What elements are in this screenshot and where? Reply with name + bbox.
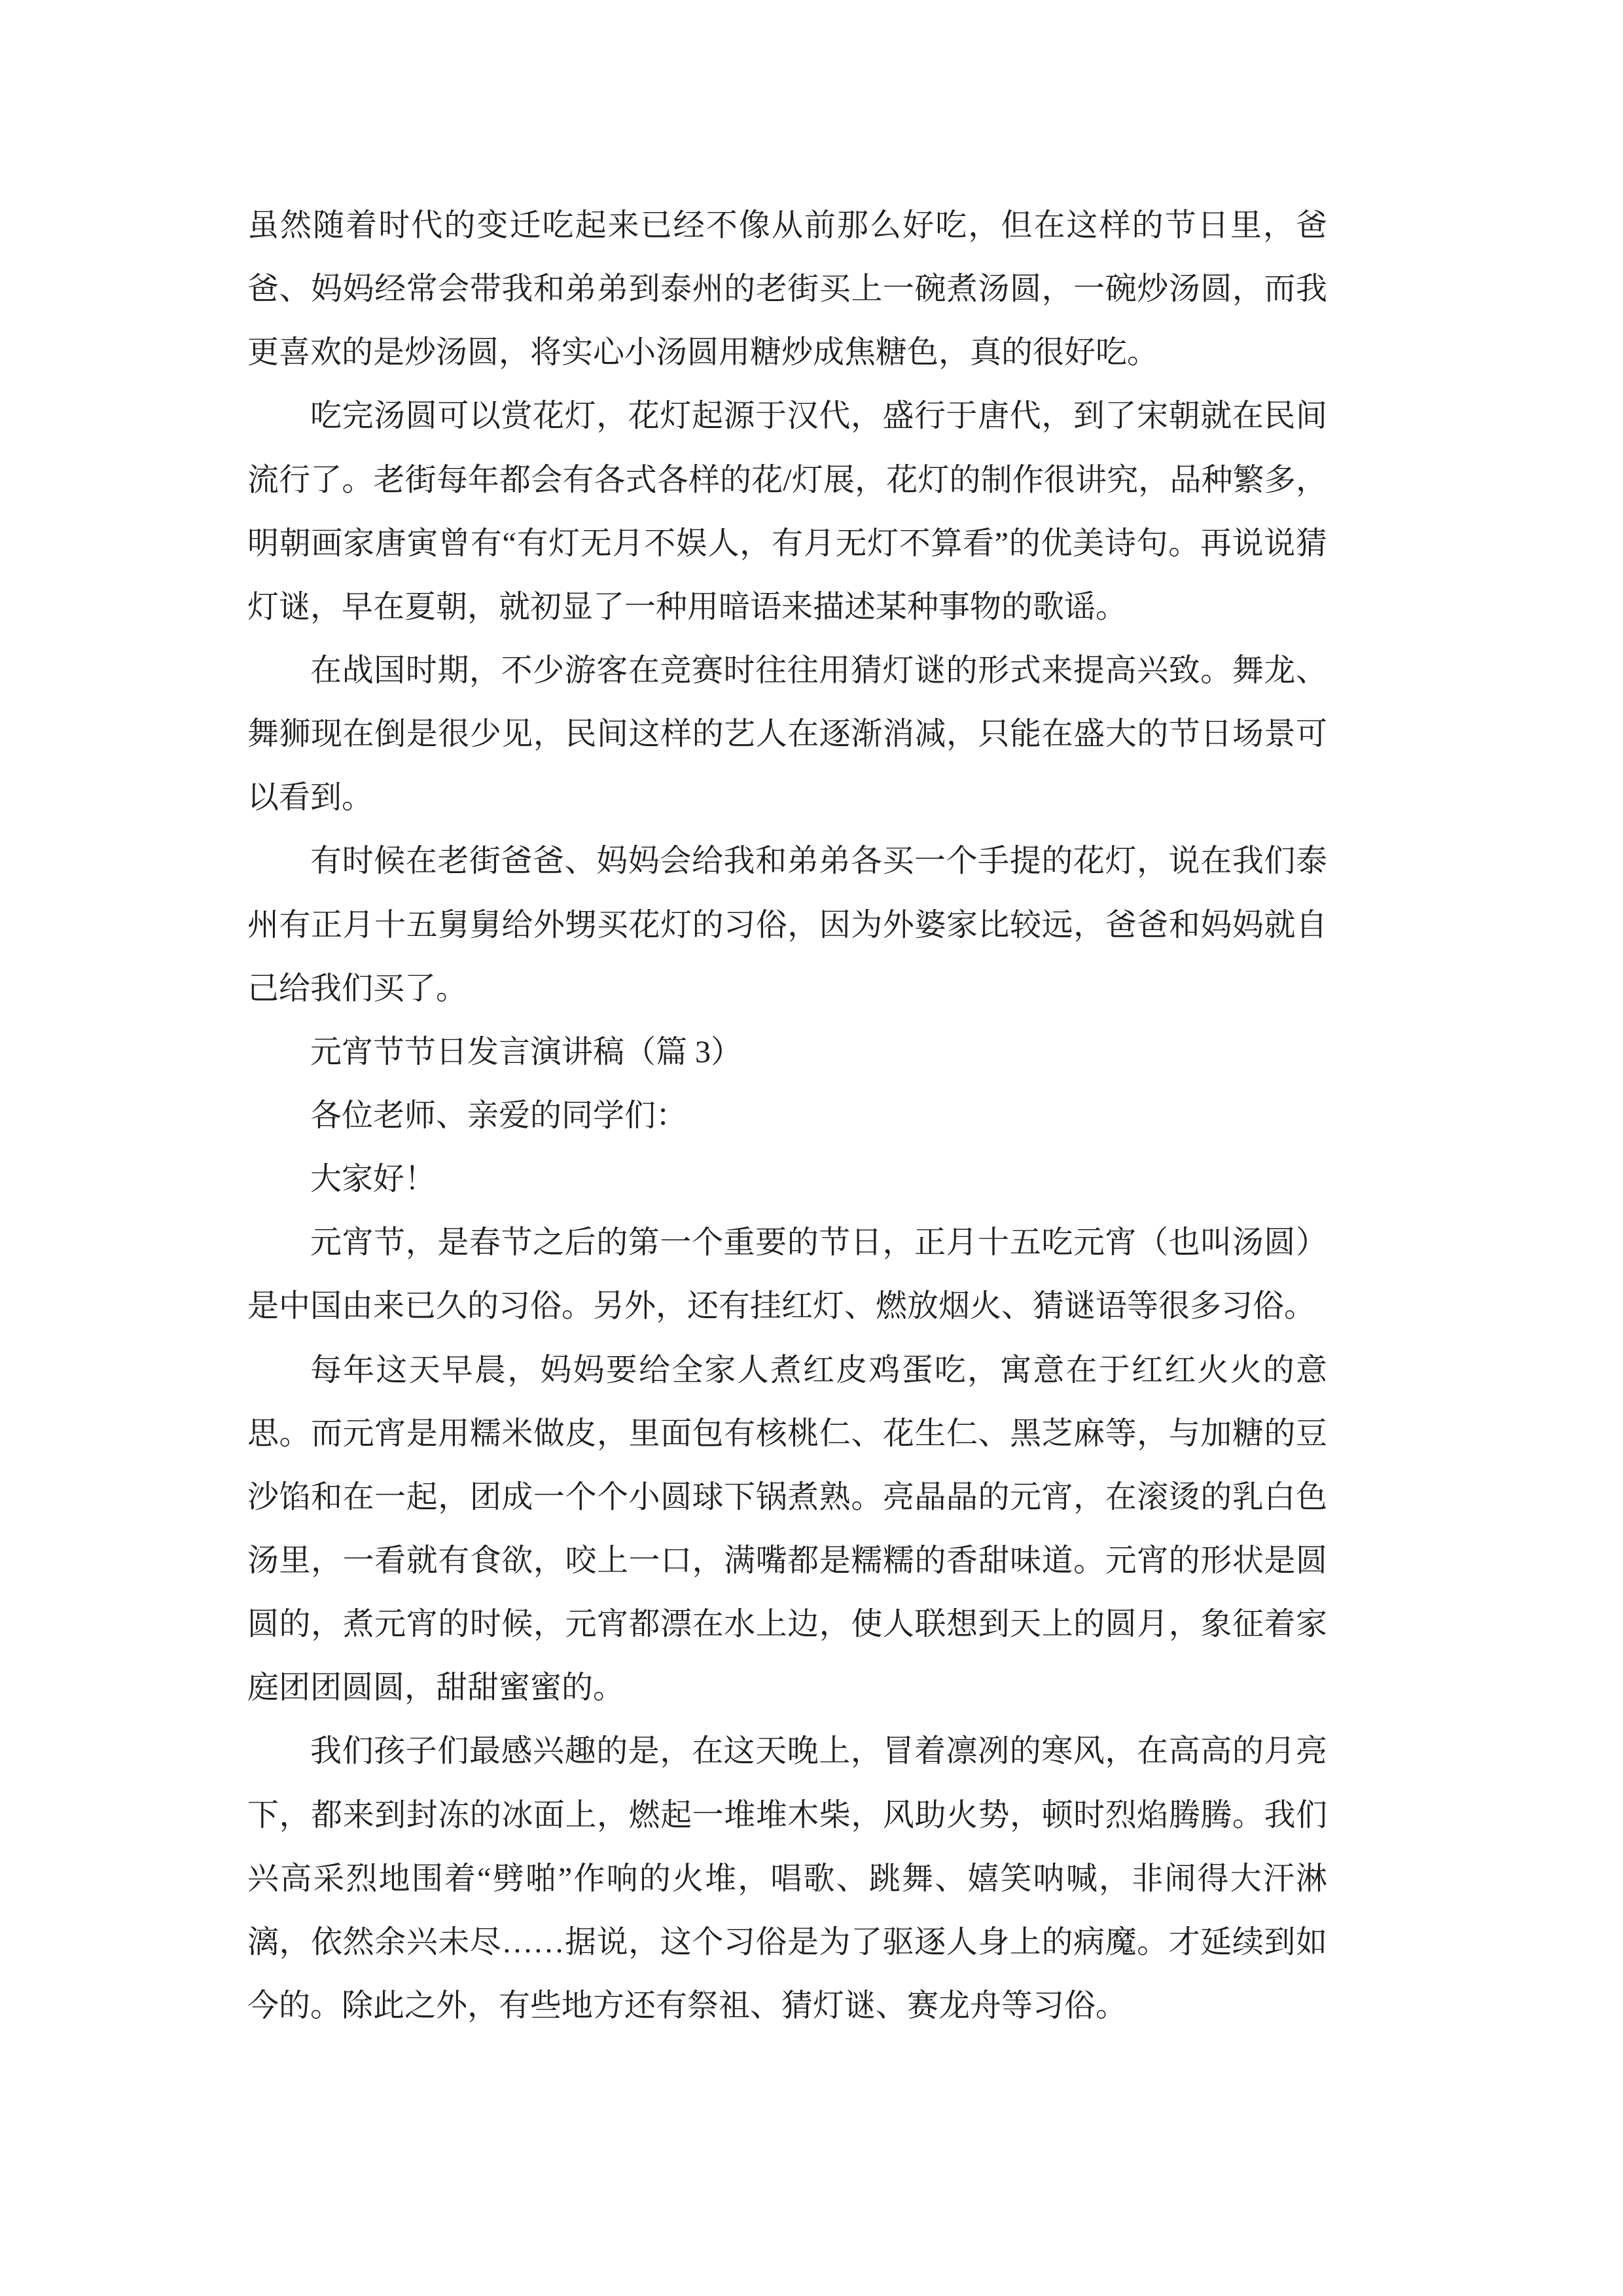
paragraph-continued-tangyuan: 虽然随着时代的变迁吃起来已经不像从前那么好吃，但在这样的节日里，爸爸、妈妈经常会带我和弟弟到泰州的老街买上一碗煮汤圆，一碗炒汤圆，而我更喜欢的是炒汤圆，将实心小汤圆用糖炒成焦糖色，真的很好吃。 xyxy=(247,208,1327,370)
paragraph-morning-customs: 每年这天早晨，妈妈要给全家人煮红皮鸡蛋吃，寓意在于红红火火的意思。而元宵是用糯米做皮，里面包有核桃仁、花生仁、黑芝麻等，与加糖的豆沙馅和在一起，团成一个个小圆球下锅煮熟。亮晶晶的元宵，在滚烫的乳白色汤里，一看就有食欲，咬上一口，满嘴都是糯糯的香甜味道。元宵的形状是圆圆的，煮元宵的时候，元宵都漂在水上边，使人联想到天上的圆月，象征着家庭团团圆圆，甜甜蜜蜜的。 xyxy=(247,1352,1327,1706)
speech-greeting: 大家好！ xyxy=(310,1162,437,1197)
paragraph-lanterns: 吃完汤圆可以赏花灯，花灯起源于汉代，盛行于唐代，到了宋朝就在民间流行了。老街每年都会有各式各样的花/灯展，花灯的制作很讲究，品种繁多，明朝画家唐寅曾有“有灯无月不娱人，有月无灯不算看”的优美诗句。再说说猜灯谜，早在夏朝，就初显了一种用暗语来描述某种事物的歌谣。 xyxy=(247,399,1327,624)
document-body xyxy=(247,194,1327,2037)
paragraph-warring-states: 在战国时期，不少游客在竞赛时往往用猜灯谜的形式来提高兴致。舞龙、舞狮现在倒是很少见，民间这样的艺人在逐渐消减，只能在盛大的节日场景可以看到。 xyxy=(247,653,1327,816)
speech-salutation: 各位老师、亲爱的同学们： xyxy=(310,1098,688,1133)
paragraph-bonfire: 我们孩子们最感兴趣的是，在这天晚上，冒着凛冽的寒风，在高高的月亮下，都来到封冻的冰面上，燃起一堆堆木柴，风助火势，顿时烈焰腾腾。我们兴高采烈地围着“劈啪”作响的火堆，唱歌、跳舞、嬉笑呐喊，非闹得大汗淋漓，依然余兴未尽……据说，这个习俗是为了驱逐人身上的病魔。才延续到如今的。除此之外，有些地方还有祭祖、猜灯谜、赛龙舟等习俗。 xyxy=(247,1734,1327,2023)
paragraph-lantern-festival-intro: 元宵节，是春节之后的第一个重要的节日，正月十五吃元宵（也叫汤圆）是中国由来已久的习俗。另外，还有挂红灯、燃放烟火、猜谜语等很多习俗。 xyxy=(247,1225,1327,1324)
speech-title: 元宵节节日发言演讲稿（篇 3） xyxy=(310,1034,743,1069)
paragraph-lantern-gift: 有时候在老街爸爸、妈妈会给我和弟弟各买一个手提的花灯，说在我们泰州有正月十五舅舅给外甥买花灯的习俗，因为外婆家比较远，爸爸和妈妈就自己给我们买了。 xyxy=(247,844,1327,1006)
